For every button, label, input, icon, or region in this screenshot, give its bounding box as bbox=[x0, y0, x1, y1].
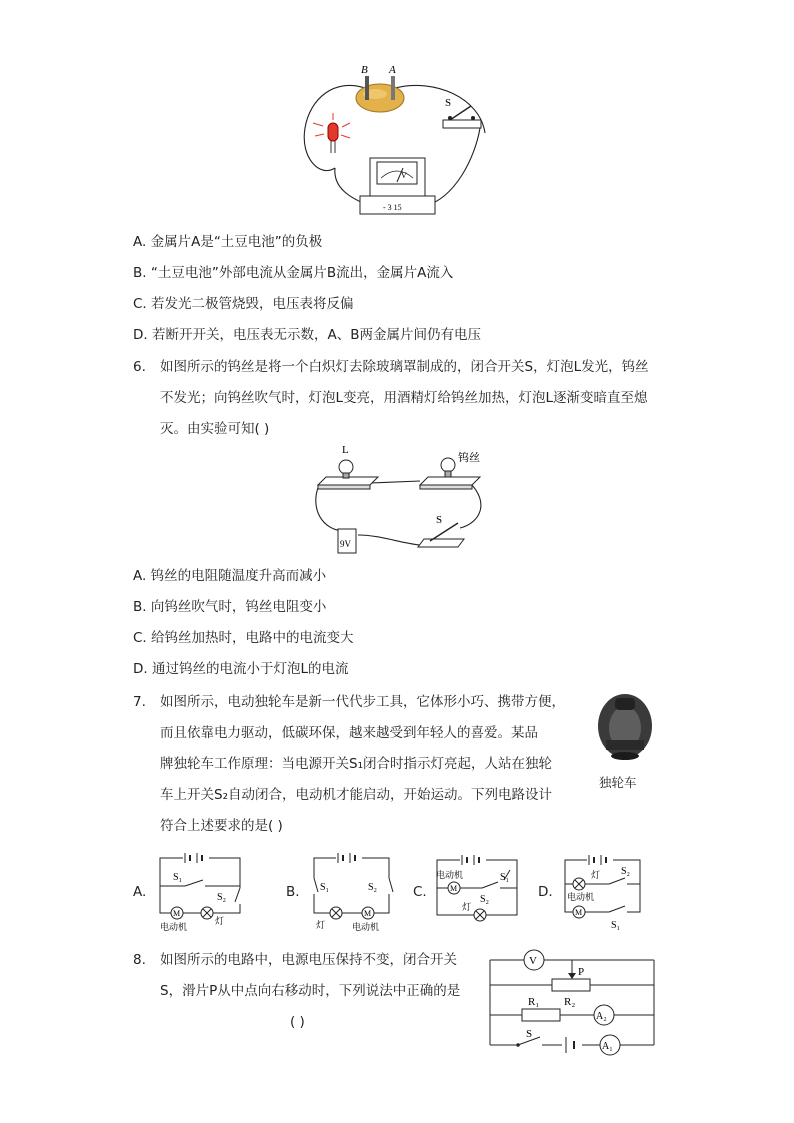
q5-option-b: B. “土豆电池”外部电流从金属片B流出，金属片A流入 bbox=[133, 265, 454, 281]
q8-stem-line-1: 如图所示的电路中，电源电压保持不变，闭合开关 bbox=[160, 952, 457, 968]
circuit-c-motor: 电动机 bbox=[436, 871, 464, 881]
bulb-l-label: L bbox=[342, 444, 349, 456]
q7-stem-line-1: 如图所示，电动独轮车是新一代代步工具，它体形小巧、携带方便， bbox=[160, 694, 565, 710]
led-icon bbox=[313, 113, 350, 153]
svg-text:M: M bbox=[173, 909, 181, 918]
circuit-b-lamp: 灯 bbox=[316, 921, 326, 931]
circuit-b-diagram bbox=[306, 848, 401, 933]
potato-battery-figure bbox=[295, 58, 495, 223]
unicycle-photo bbox=[590, 688, 660, 773]
switch-icon bbox=[443, 106, 481, 128]
q7-stem-line-4: 车上开关S₂自动闭合，电动机才能启动，开始运动。下列电路设计 bbox=[160, 787, 552, 803]
ammeter-a1-label: A₁ bbox=[602, 1041, 613, 1052]
resistor-r1-label: R₁ bbox=[528, 996, 540, 1008]
unicycle-caption: 独轮车 bbox=[599, 775, 637, 790]
q6-option-a: A. 钨丝的电阻随温度升高而减小 bbox=[133, 568, 327, 584]
circuit-d-s2: S₂ bbox=[621, 866, 631, 877]
circuit-a-lamp: 灯 bbox=[215, 917, 225, 927]
q5-option-d: D. 若断开开关，电压表无示数，A、B两金属片间仍有电压 bbox=[133, 327, 481, 343]
circuit-b-motor: 电动机 bbox=[352, 923, 380, 933]
q7-stem-line-5: 符合上述要求的是( ) bbox=[160, 818, 283, 834]
tungsten-label: 钨丝 bbox=[458, 451, 480, 464]
q7-option-a-label: A. bbox=[133, 884, 147, 900]
q8-stem-line-2: S，滑片P从中点向右移动时，下列说法中正确的是 bbox=[160, 983, 461, 999]
q7-option-c-label: C. bbox=[413, 884, 427, 900]
q8-number: 8. bbox=[133, 952, 146, 968]
circuit-d-diagram bbox=[557, 848, 652, 933]
circuit-d-lamp: 灯 bbox=[591, 871, 601, 881]
switch-s-icon bbox=[430, 523, 458, 541]
voltmeter-v-label: V bbox=[529, 955, 537, 967]
circuit-b-s2: S₂ bbox=[368, 882, 378, 893]
svg-text:M: M bbox=[364, 909, 372, 918]
q6-option-b: B. 向钨丝吹气时，钨丝电阻变小 bbox=[133, 599, 327, 615]
circuit-c-diagram bbox=[432, 848, 527, 933]
plate-b-label: B bbox=[361, 64, 368, 76]
resistor-r2-label: R₂ bbox=[564, 996, 576, 1008]
q6-number: 6. bbox=[133, 359, 146, 375]
circuit-c-s1: S₁ bbox=[500, 872, 510, 883]
circuit-a-diagram bbox=[155, 848, 250, 933]
q5-option-c: C. 若发光二极管烧毁，电压表将反偏 bbox=[133, 296, 354, 312]
tungsten-bulb-icon bbox=[441, 458, 455, 472]
q8-stem-line-3: ( ) bbox=[290, 1014, 305, 1030]
q6-stem-line-3: 灭。由实验可知( ) bbox=[160, 421, 270, 437]
tungsten-circuit-figure bbox=[300, 443, 500, 563]
q5-option-a: A. 金属片A是“土豆电池”的负极 bbox=[133, 234, 323, 250]
q7-number: 7. bbox=[133, 694, 146, 710]
circuit-d-motor: 电动机 bbox=[567, 893, 595, 903]
q7-option-d-label: D. bbox=[538, 884, 553, 900]
circuit-a-s1: S₁ bbox=[173, 872, 183, 883]
switch-label: S bbox=[445, 97, 452, 109]
voltmeter-label: V bbox=[401, 171, 407, 180]
voltmeter-terminals: - 3 15 bbox=[383, 203, 402, 212]
circuit-a-s2: S₂ bbox=[217, 892, 227, 903]
q6-stem-line-1: 如图所示的钨丝是将一个白炽灯去除玻璃罩制成的，闭合开关S，灯泡L发光，钨丝 bbox=[160, 359, 649, 375]
circuit-c-s2: S₂ bbox=[480, 894, 490, 905]
q7-option-b-label: B. bbox=[286, 884, 300, 900]
q6-option-c: C. 给钨丝加热时，电路中的电流变大 bbox=[133, 630, 354, 646]
svg-text:M: M bbox=[450, 884, 458, 893]
ammeter-a2-label: A₂ bbox=[596, 1011, 607, 1022]
slider-p-label: P bbox=[578, 966, 585, 978]
plate-a-label: A bbox=[389, 64, 396, 76]
svg-text:M: M bbox=[575, 908, 583, 917]
q7-stem-line-2: 而且依靠电力驱动，低碳环保，越来越受到年轻人的喜爱。某品 bbox=[160, 725, 538, 741]
circuit-b-s1: S₁ bbox=[320, 882, 330, 893]
bulb-l-icon bbox=[339, 460, 353, 474]
circuit-a-motor: 电动机 bbox=[160, 923, 188, 933]
q6-option-d: D. 通过钨丝的电流小于灯泡L的电流 bbox=[133, 661, 349, 677]
battery-label: 9V bbox=[340, 539, 351, 549]
circuit-d-s1: S₁ bbox=[611, 920, 621, 931]
switch-s-label-q8: S bbox=[526, 1028, 533, 1040]
switch-s-label: S bbox=[436, 514, 443, 526]
q7-stem-line-3: 牌独轮车工作原理：当电源开关S₁闭合时指示灯亮起，人站在独轮 bbox=[160, 756, 552, 772]
q6-stem-line-2: 不发光；向钨丝吹气时，灯泡L变亮，用酒精灯给钨丝加热，灯泡L逐渐变暗直至熄 bbox=[160, 390, 648, 406]
q8-circuit-diagram bbox=[482, 945, 662, 1057]
circuit-c-lamp: 灯 bbox=[462, 903, 472, 913]
